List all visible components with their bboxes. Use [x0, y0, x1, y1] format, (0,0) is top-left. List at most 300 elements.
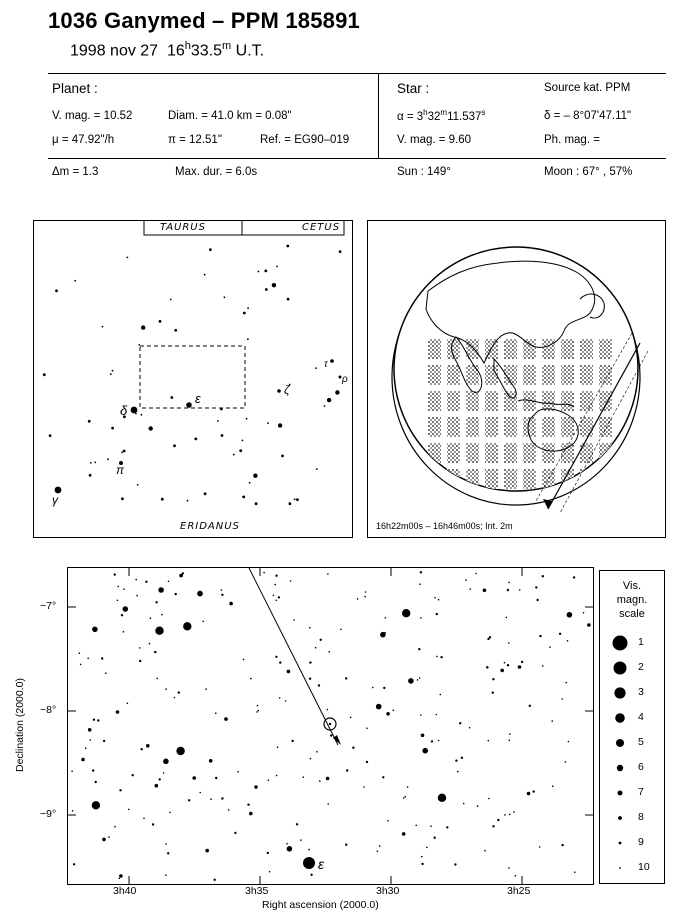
- detail-field-star: [384, 632, 386, 634]
- detail-field-star: [561, 698, 563, 700]
- detail-field-star: [167, 852, 169, 854]
- detail-chart-svg: [68, 568, 593, 884]
- detail-field-star: [121, 614, 123, 616]
- y-tick-label: −9°: [40, 808, 57, 820]
- header-divider: [378, 73, 379, 158]
- night-shade-cell: [523, 365, 536, 385]
- detail-field-star: [152, 823, 154, 825]
- detail-field-star: [436, 613, 438, 615]
- detail-field-star: [156, 678, 158, 680]
- detail-field-star: [81, 758, 85, 762]
- detail-field-star: [542, 665, 544, 667]
- detail-field-star: [279, 697, 281, 699]
- detail-field-star: [542, 575, 544, 577]
- detail-field-star: [228, 809, 230, 811]
- finder-star-label: τ: [324, 359, 328, 370]
- detail-field-star: [71, 770, 73, 772]
- detail-field-star: [268, 780, 270, 782]
- finder-field-star: [112, 370, 114, 372]
- night-shade-cell: [447, 417, 460, 437]
- finder-field-star: [170, 396, 173, 399]
- night-shade-cell: [428, 417, 441, 437]
- detail-field-star: [290, 580, 292, 582]
- detail-field-star: [315, 647, 317, 649]
- detail-field-star: [72, 810, 74, 812]
- night-shade-cell: [523, 443, 536, 463]
- finder-field-star: [49, 434, 52, 437]
- finder-field-star: [247, 338, 249, 340]
- finder-field-star: [243, 312, 246, 315]
- finder-field-star: [127, 257, 129, 259]
- detail-field-star: [87, 658, 89, 660]
- detail-field-star: [159, 778, 161, 780]
- legend-magnitude-label: 10: [638, 861, 650, 873]
- night-shade-cell: [485, 443, 498, 463]
- detail-field-star: [440, 694, 442, 696]
- detail-field-star: [287, 670, 291, 674]
- detail-field-star: [114, 573, 116, 575]
- night-shade-cell: [447, 391, 460, 411]
- detail-field-star: [250, 678, 252, 680]
- detail-field-star: [567, 612, 573, 618]
- detail-field-star: [509, 814, 511, 816]
- y-axis-title: Declination (2000.0): [14, 678, 26, 772]
- detail-field-star: [346, 769, 348, 771]
- detail-field-star: [438, 599, 440, 601]
- detail-field-star: [117, 600, 119, 602]
- legend-magnitude-dot: [618, 791, 623, 796]
- detail-field-star: [539, 846, 541, 848]
- finder-field-star: [247, 307, 249, 309]
- detail-field-star: [431, 740, 433, 742]
- night-shade-cell: [523, 469, 536, 489]
- detail-field-star: [420, 571, 422, 573]
- finder-field-star: [294, 498, 296, 500]
- finder-field-star: [43, 373, 46, 376]
- night-shade-cell: [561, 391, 574, 411]
- finder-field-star: [287, 298, 290, 301]
- detail-field-star: [277, 746, 279, 748]
- night-shade-cell: [504, 391, 517, 411]
- finder-field-star: [107, 458, 109, 460]
- finder-field-star: [233, 454, 235, 456]
- detail-field-star: [221, 797, 223, 799]
- detail-field-star: [420, 714, 422, 716]
- detail-field-star: [434, 837, 436, 839]
- planet-parallax: π = 12.51": [168, 134, 222, 146]
- night-shade-cell: [599, 391, 612, 411]
- detail-field-star: [469, 727, 471, 729]
- night-shade-cell: [485, 365, 498, 385]
- detail-field-star: [161, 614, 163, 616]
- detail-field-star: [565, 761, 567, 763]
- detail-field-star: [155, 627, 163, 635]
- night-shade-cell: [580, 443, 593, 463]
- detail-field-star: [488, 798, 490, 800]
- detail-field-star: [326, 777, 330, 781]
- detail-field-star: [141, 748, 143, 750]
- detail-field-star: [256, 711, 258, 713]
- star-declination: δ = – 8°07'47.11": [544, 110, 632, 122]
- night-shade-cell: [561, 365, 574, 385]
- detail-field-star: [438, 794, 446, 802]
- detail-field-star: [146, 744, 150, 748]
- legend-magnitude-dot: [616, 739, 624, 747]
- detail-field-star: [117, 586, 119, 588]
- detail-field-star: [504, 662, 506, 664]
- night-shade-cell: [542, 417, 555, 437]
- detail-field-star: [561, 844, 563, 846]
- detail-field-star: [278, 596, 280, 598]
- detail-field-star: [345, 844, 347, 846]
- detail-field-star: [459, 722, 461, 724]
- detail-field-star: [465, 579, 467, 581]
- detail-field-star: [387, 820, 389, 822]
- star-epsilon-bright: [303, 857, 315, 869]
- detail-field-star: [209, 759, 213, 763]
- finder-star-label: π: [116, 463, 125, 477]
- detail-field-star: [328, 651, 330, 653]
- detail-field-star: [139, 647, 141, 649]
- detail-field-star: [300, 839, 302, 841]
- star-tau-dot: [330, 359, 334, 363]
- detail-field-star: [205, 849, 209, 853]
- detail-field-star: [276, 775, 278, 777]
- detail-field-star: [415, 825, 417, 827]
- occulted-star-dot: [329, 723, 331, 725]
- detail-field-star: [446, 826, 448, 828]
- finder-star-label: δ: [120, 403, 128, 418]
- finder-field-star: [111, 427, 114, 430]
- legend-svg: [600, 571, 664, 883]
- finder-star-field: [43, 245, 342, 506]
- finder-field-star: [204, 492, 207, 495]
- finder-field-star: [174, 329, 177, 332]
- detail-field-star: [487, 638, 489, 640]
- night-shade-cell: [447, 365, 460, 385]
- legend-magnitude-label: 4: [638, 711, 644, 723]
- detail-field-star: [327, 709, 329, 711]
- detail-field-star: [549, 646, 551, 648]
- detail-field-star: [507, 664, 509, 666]
- detail-field-star: [105, 672, 107, 674]
- detail-field-star: [457, 771, 459, 773]
- finder-field-star: [315, 367, 317, 369]
- detail-field-star: [477, 805, 479, 807]
- detail-field-star: [486, 666, 488, 668]
- globe-time-caption: 16h22m00s – 16h46m00s; Int. 2m: [376, 521, 513, 531]
- detail-field-star: [275, 656, 277, 658]
- detail-field-star: [275, 575, 277, 577]
- legend-magnitude-label: 1: [638, 636, 644, 648]
- detail-field-star: [108, 836, 110, 838]
- detail-field-star: [88, 728, 92, 732]
- detail-field-star: [163, 772, 165, 774]
- night-shade-cell: [504, 339, 517, 359]
- detail-field-star: [363, 786, 365, 788]
- detail-field-star: [221, 589, 223, 591]
- visibility-globe-panel: [367, 220, 666, 538]
- detail-field-star: [420, 617, 422, 619]
- detail-field-star: [79, 652, 81, 654]
- moon-info: Moon : 67° , 57%: [544, 166, 633, 178]
- detail-field-star: [316, 751, 318, 753]
- night-shade-cell: [447, 443, 460, 463]
- detail-field-star: [119, 874, 123, 878]
- detail-field-star: [419, 583, 421, 585]
- finder-field-star: [286, 245, 289, 248]
- finder-field-star: [170, 299, 172, 301]
- legend-magnitude-dot: [614, 687, 625, 698]
- night-shade-cell: [485, 391, 498, 411]
- detail-field-star: [165, 874, 167, 876]
- detail-field-star: [89, 739, 91, 741]
- finder-field-star: [204, 274, 206, 276]
- detail-field-star: [352, 747, 354, 749]
- detail-field-star: [379, 845, 381, 847]
- finder-field-star: [90, 462, 92, 464]
- detail-field-star: [455, 760, 457, 762]
- detail-star-field: [71, 571, 590, 881]
- y-tick-label: −7°: [40, 600, 57, 612]
- detail-field-star: [521, 661, 523, 663]
- night-shade-cell: [428, 365, 441, 385]
- detail-field-star: [527, 792, 531, 796]
- finder-field-star: [138, 344, 140, 346]
- star-delta-dot: [131, 407, 138, 414]
- y-tick-label: −8°: [40, 704, 57, 716]
- finder-field-star: [255, 502, 258, 505]
- finder-field-star: [159, 320, 162, 323]
- night-shade-cell: [466, 443, 479, 463]
- detail-field-star: [93, 719, 95, 721]
- finder-field-star: [249, 482, 251, 484]
- detail-field-star: [309, 627, 311, 629]
- x-tick-label: 3h25: [507, 885, 531, 897]
- detail-epsilon-label: ε: [318, 856, 325, 872]
- detail-field-star: [102, 838, 106, 842]
- legend-magnitude-label: 2: [638, 661, 644, 673]
- detail-field-star: [508, 867, 510, 869]
- detail-field-star: [574, 871, 576, 873]
- finder-field-star: [258, 271, 260, 273]
- detail-field-star: [509, 740, 511, 742]
- detail-field-star: [436, 714, 438, 716]
- detail-field-star: [296, 823, 298, 825]
- detail-field-star: [303, 776, 305, 778]
- detail-field-star: [293, 619, 295, 621]
- night-shade-cell: [485, 417, 498, 437]
- detail-field-star: [319, 780, 321, 782]
- constellation-cetus: CETUS: [302, 222, 341, 233]
- finder-field-star: [253, 474, 257, 478]
- planet-reference: Ref. = EG90–019: [260, 134, 350, 146]
- detail-field-star: [85, 747, 87, 749]
- finder-field-star: [173, 444, 176, 447]
- detail-field-star: [504, 814, 506, 816]
- detail-field-star: [421, 863, 423, 865]
- detail-field-star: [257, 705, 259, 707]
- detail-field-star: [292, 740, 294, 742]
- detail-field-star: [364, 596, 366, 598]
- night-shade-cell: [542, 391, 555, 411]
- detail-field-star: [132, 774, 134, 776]
- detail-field-star: [136, 595, 138, 597]
- detail-field-star: [139, 660, 141, 662]
- legend-magnitude-label: 7: [638, 786, 644, 798]
- detail-field-star: [197, 591, 203, 597]
- night-shade-cell: [599, 365, 612, 385]
- detail-field-star: [192, 776, 196, 780]
- detail-field-star: [179, 574, 183, 578]
- detail-field-star: [274, 584, 276, 586]
- detail-field-star: [507, 589, 509, 591]
- detail-field-star: [417, 679, 419, 681]
- night-shade-cell: [580, 365, 593, 385]
- detail-field-star: [422, 748, 428, 754]
- detail-field-star: [175, 593, 177, 595]
- detail-field-star: [552, 785, 554, 787]
- x-tick-label: 3h40: [113, 885, 137, 897]
- detail-field-star: [402, 832, 406, 836]
- night-shade-cell: [580, 391, 593, 411]
- constellation-taurus: TAURUS: [160, 222, 206, 233]
- legend-magnitude-dot: [619, 842, 622, 845]
- detail-field-star: [509, 733, 511, 735]
- detail-field-star: [92, 769, 94, 771]
- night-shade-cell: [485, 469, 498, 489]
- finder-field-star: [265, 288, 268, 291]
- planet-vmag: V. mag. = 10.52: [52, 110, 133, 122]
- detail-field-star: [535, 586, 537, 588]
- detail-field-star: [383, 687, 385, 689]
- detail-field-star: [263, 572, 265, 574]
- detail-field-star: [320, 639, 322, 641]
- detail-field-star: [135, 579, 137, 581]
- event-time-unit: U.T.: [235, 42, 265, 60]
- detail-field-star: [309, 661, 311, 663]
- finder-chart-svg: [34, 221, 352, 537]
- finder-field-star: [289, 502, 292, 505]
- night-shade-cell: [428, 469, 441, 489]
- detail-field-star: [408, 678, 414, 684]
- detail-field-star: [114, 826, 116, 828]
- detail-field-star: [327, 803, 329, 805]
- detail-field-star: [123, 588, 125, 590]
- detail-field-star: [393, 709, 395, 711]
- night-shade-cell: [561, 417, 574, 437]
- detail-field-star: [95, 781, 97, 783]
- event-datetime: 1998 nov 27 16$^h$33.5$^m$ U.T.: [70, 40, 265, 60]
- detail-field-star: [123, 606, 129, 612]
- detail-field-star: [508, 582, 510, 584]
- detail-field-star: [404, 796, 406, 798]
- detail-field-star: [103, 740, 105, 742]
- detail-field-star: [377, 851, 379, 853]
- night-shade-cell: [466, 417, 479, 437]
- detail-field-star: [327, 573, 329, 575]
- legend-magnitude-label: 9: [638, 836, 644, 848]
- finder-field-star: [335, 390, 339, 394]
- detail-field-star: [340, 629, 342, 631]
- star-vmag: V. mag. = 9.60: [397, 134, 472, 146]
- detail-field-star: [150, 617, 152, 619]
- detail-field-star: [247, 804, 249, 806]
- finder-field-star: [221, 434, 224, 437]
- detail-field-star: [515, 875, 517, 877]
- finder-star-label: ρ: [342, 374, 348, 385]
- finder-field-star: [239, 449, 242, 452]
- detail-field-star: [308, 849, 310, 851]
- detail-field-star: [243, 659, 245, 661]
- detail-field-star: [565, 682, 567, 684]
- detail-field-star: [533, 790, 535, 792]
- detail-field-star: [426, 847, 428, 849]
- finder-field-star: [137, 484, 139, 486]
- detail-field-star: [402, 609, 410, 617]
- detail-field-star: [158, 587, 164, 593]
- detail-field-star: [519, 589, 521, 591]
- finder-field-star: [296, 498, 299, 501]
- finder-chart: [33, 220, 353, 538]
- finder-field-star: [242, 440, 244, 442]
- finder-field-star: [276, 266, 278, 268]
- detail-field-star: [385, 617, 387, 619]
- x-tick-label: 3h30: [376, 885, 400, 897]
- detail-field-star: [310, 758, 312, 760]
- finder-field-star: [149, 426, 153, 430]
- detail-field-star: [165, 843, 167, 845]
- detail-field-star: [310, 874, 312, 876]
- header-rule-bottom: [48, 158, 666, 159]
- detail-field-star: [421, 856, 423, 858]
- detail-field-star: [539, 635, 541, 637]
- detail-field-star: [254, 785, 258, 789]
- detail-field-star: [267, 852, 269, 854]
- legend-magnitude-dot: [619, 867, 621, 869]
- detail-field-star: [488, 740, 490, 742]
- detail-field-star: [221, 594, 223, 596]
- detail-field-star: [127, 703, 129, 705]
- detail-field-star: [249, 812, 253, 816]
- detail-field-star: [587, 623, 591, 627]
- finder-star-label: ζ: [284, 383, 290, 397]
- detail-field-star: [492, 825, 494, 827]
- detail-field-star: [154, 651, 156, 653]
- night-shade-cell: [428, 339, 441, 359]
- x-axis-title: Right ascension (2000.0): [262, 899, 379, 911]
- legend-magnitude-label: 8: [638, 811, 644, 823]
- finder-field-box: [140, 346, 245, 408]
- night-shade-cell: [504, 443, 517, 463]
- night-shade-cell: [504, 469, 517, 489]
- detail-axis-ticks: [68, 568, 593, 884]
- detail-field-star: [188, 799, 190, 801]
- planet-motion: μ = 47.92"/h: [52, 134, 115, 146]
- detail-field-star: [205, 688, 207, 690]
- detail-star-chart: [67, 567, 594, 885]
- detail-field-star: [97, 719, 99, 721]
- detail-field-star: [143, 818, 145, 820]
- detail-field-star: [215, 777, 217, 779]
- x-tick-label: 3h35: [245, 885, 269, 897]
- detail-field-star: [492, 692, 494, 694]
- finder-field-star: [217, 420, 219, 422]
- detail-field-star: [309, 678, 311, 680]
- night-shade-cell: [504, 417, 517, 437]
- detail-field-star: [119, 878, 121, 880]
- detail-field-star: [350, 717, 352, 719]
